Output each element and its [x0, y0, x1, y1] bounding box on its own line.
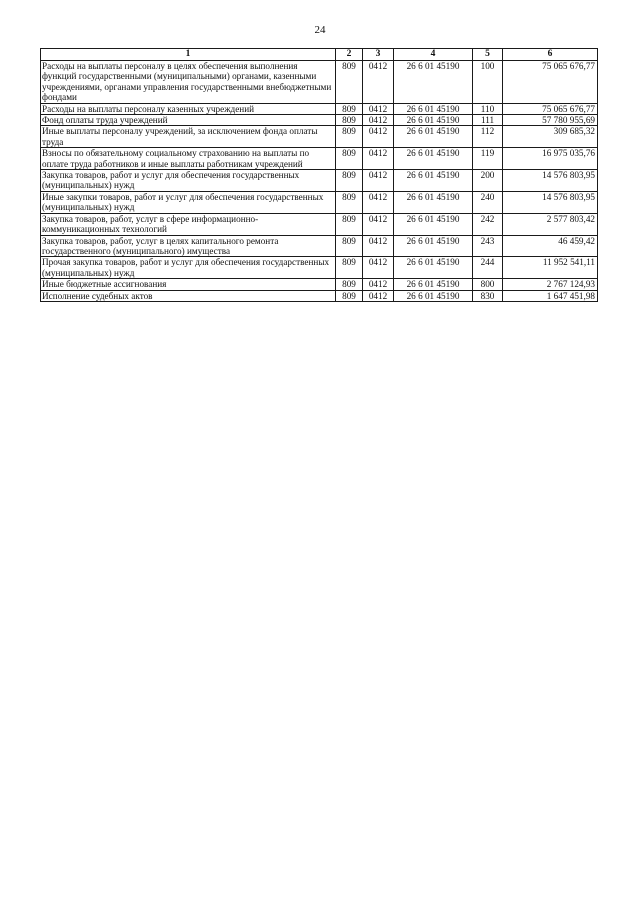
- header-col-2: 2: [336, 49, 363, 61]
- expense-name: Расходы на выплаты персоналу в целях обеспечения выполнения функций государственными (муниципальными) органами, казенными учреждениями, органами управления государственными внебюджетными фондами: [41, 61, 336, 104]
- table-row: [41, 235, 598, 257]
- ministry-code: 809: [336, 103, 363, 114]
- expense-type-code: 111: [473, 115, 503, 126]
- ministry-code: 809: [336, 290, 363, 301]
- expense-name: Закупка товаров, работ и услуг для обеспечения государственных (муниципальных) нужд: [41, 170, 336, 192]
- ministry-code: 809: [336, 170, 363, 192]
- section-code: 0412: [363, 191, 394, 213]
- expense-name: Фонд оплаты труда учреждений: [41, 115, 336, 126]
- target-article-code: 26 6 01 45190: [394, 103, 473, 114]
- table-row: [41, 126, 598, 148]
- expense-name: Закупка товаров, работ, услуг в сфере информационно-коммуникационных технологий: [41, 213, 336, 235]
- header-row: [41, 49, 598, 61]
- amount: 14 576 803,95: [503, 191, 598, 213]
- section-code: 0412: [363, 213, 394, 235]
- target-article-code: 26 6 01 45190: [394, 170, 473, 192]
- table-row: [41, 148, 598, 170]
- budget-table: [40, 48, 598, 302]
- target-article-code: 26 6 01 45190: [394, 290, 473, 301]
- table-row: [41, 103, 598, 114]
- amount: 1 647 451,98: [503, 290, 598, 301]
- expense-name: Прочая закупка товаров, работ и услуг для обеспечения государственных (муниципальных) нужд: [41, 257, 336, 279]
- table-body: [41, 61, 598, 302]
- expense-type-code: 240: [473, 191, 503, 213]
- target-article-code: 26 6 01 45190: [394, 235, 473, 257]
- expense-type-code: 244: [473, 257, 503, 279]
- section-code: 0412: [363, 103, 394, 114]
- expense-name: Иные бюджетные ассигнования: [41, 279, 336, 290]
- section-code: 0412: [363, 290, 394, 301]
- ministry-code: 809: [336, 126, 363, 148]
- section-code: 0412: [363, 148, 394, 170]
- ministry-code: 809: [336, 257, 363, 279]
- expense-name: Исполнение судебных актов: [41, 290, 336, 301]
- amount: 75 065 676,77: [503, 103, 598, 114]
- section-code: 0412: [363, 235, 394, 257]
- ministry-code: 809: [336, 148, 363, 170]
- header-col-5: 5: [473, 49, 503, 61]
- ministry-code: 809: [336, 279, 363, 290]
- table-header: [41, 49, 598, 61]
- table-row: [41, 170, 598, 192]
- expense-type-code: 830: [473, 290, 503, 301]
- target-article-code: 26 6 01 45190: [394, 61, 473, 104]
- ministry-code: 809: [336, 235, 363, 257]
- expense-type-code: 800: [473, 279, 503, 290]
- ministry-code: 809: [336, 191, 363, 213]
- table-row: [41, 290, 598, 301]
- header-col-4: 4: [394, 49, 473, 61]
- amount: 309 685,32: [503, 126, 598, 148]
- expense-type-code: 112: [473, 126, 503, 148]
- amount: 16 975 035,76: [503, 148, 598, 170]
- table-row: [41, 213, 598, 235]
- header-col-1: 1: [41, 49, 336, 61]
- expense-type-code: 200: [473, 170, 503, 192]
- expense-type-code: 242: [473, 213, 503, 235]
- target-article-code: 26 6 01 45190: [394, 213, 473, 235]
- expense-type-code: 119: [473, 148, 503, 170]
- amount: 14 576 803,95: [503, 170, 598, 192]
- expense-name: Иные закупки товаров, работ и услуг для обеспечения государственных (муниципальных) нужд: [41, 191, 336, 213]
- section-code: 0412: [363, 257, 394, 279]
- table-row: [41, 115, 598, 126]
- section-code: 0412: [363, 61, 394, 104]
- table-row: [41, 257, 598, 279]
- expense-type-code: 110: [473, 103, 503, 114]
- amount: 11 952 541,11: [503, 257, 598, 279]
- amount: 2 767 124,93: [503, 279, 598, 290]
- expense-name: Закупка товаров, работ, услуг в целях капитального ремонта государственного (муниципального) имущества: [41, 235, 336, 257]
- section-code: 0412: [363, 115, 394, 126]
- section-code: 0412: [363, 170, 394, 192]
- expense-name: Иные выплаты персоналу учреждений, за исключением фонда оплаты труда: [41, 126, 336, 148]
- table-row: [41, 61, 598, 104]
- table-row: [41, 191, 598, 213]
- expense-type-code: 243: [473, 235, 503, 257]
- header-col-6: 6: [503, 49, 598, 61]
- page-number: 24: [314, 24, 326, 36]
- ministry-code: 809: [336, 61, 363, 104]
- target-article-code: 26 6 01 45190: [394, 148, 473, 170]
- ministry-code: 809: [336, 115, 363, 126]
- expense-name: Взносы по обязательному социальному страхованию на выплаты по оплате труда работников и иные выплаты работникам учреждений: [41, 148, 336, 170]
- expense-type-code: 100: [473, 61, 503, 104]
- amount: 75 065 676,77: [503, 61, 598, 104]
- target-article-code: 26 6 01 45190: [394, 115, 473, 126]
- ministry-code: 809: [336, 213, 363, 235]
- section-code: 0412: [363, 126, 394, 148]
- section-code: 0412: [363, 279, 394, 290]
- table-row: [41, 279, 598, 290]
- expense-name: Расходы на выплаты персоналу казенных учреждений: [41, 103, 336, 114]
- target-article-code: 26 6 01 45190: [394, 257, 473, 279]
- target-article-code: 26 6 01 45190: [394, 126, 473, 148]
- amount: 2 577 803,42: [503, 213, 598, 235]
- target-article-code: 26 6 01 45190: [394, 191, 473, 213]
- header-col-3: 3: [363, 49, 394, 61]
- amount: 46 459,42: [503, 235, 598, 257]
- amount: 57 780 955,69: [503, 115, 598, 126]
- target-article-code: 26 6 01 45190: [394, 279, 473, 290]
